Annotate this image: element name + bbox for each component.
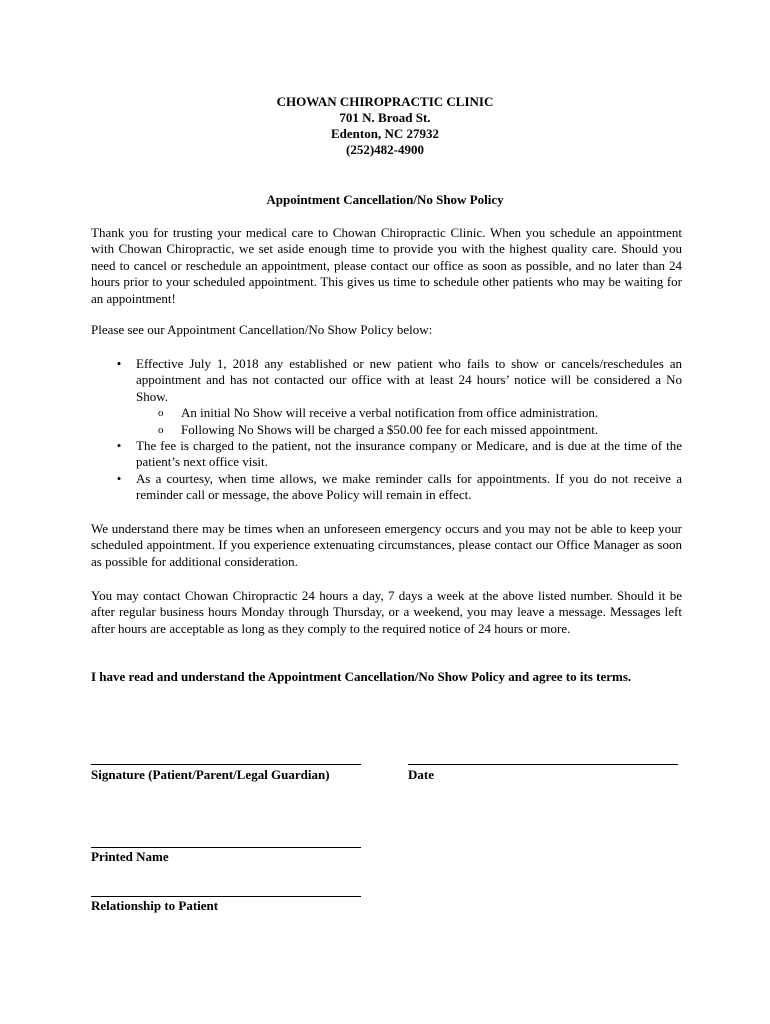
bullet-text: As a courtesy, when time allows, we make reminder calls for appointments. If you do not receive a reminder call or message, the above Policy will remain in effect. bbox=[136, 470, 682, 503]
clinic-phone: (252)482-4900 bbox=[346, 142, 424, 157]
relationship-label: Relationship to Patient bbox=[91, 898, 219, 913]
bullet-marker: • bbox=[116, 356, 122, 371]
bullet-marker: • bbox=[116, 438, 122, 454]
printed-name-line[interactable] bbox=[91, 847, 361, 848]
clinic-city: Edenton, NC 27932 bbox=[331, 126, 439, 141]
date-label: Date bbox=[408, 767, 434, 782]
sub-bullet-marker: o bbox=[158, 407, 164, 420]
signature-line[interactable] bbox=[91, 764, 361, 765]
sub-bullet-item-initial bbox=[136, 405, 682, 421]
bullet-marker: • bbox=[116, 470, 122, 486]
policy-bullet-list bbox=[91, 356, 682, 504]
bullet-text: Effective July 1, 2018 any established or new patient who fails to show or cancels/reschedules an appointment and has not contacted our office with at least 24 hours’ notice will be considered a No Show. bbox=[136, 356, 682, 404]
sub-bullet-list bbox=[136, 405, 682, 438]
bullet-item-no-show bbox=[91, 356, 682, 438]
sub-bullet-item-following bbox=[136, 422, 682, 438]
relationship-line[interactable] bbox=[91, 896, 361, 897]
date-line[interactable] bbox=[408, 764, 678, 765]
printed-name-label: Printed Name bbox=[91, 849, 169, 864]
intro-paragraph: Thank you for trusting your medical care to Chowan Chiropractic Clinic. When you schedule an appointment with Chowan Chiropractic, we set aside enough time to provide you with the highest quality care. Should you need to cancel or reschedule an appointment, please contact our office as soon as possible, and no later than 24 hours prior to your scheduled appointment. This gives us time to schedule other patients who may be waiting for an appointment! bbox=[91, 225, 682, 306]
see-policy-paragraph: Please see our Appointment Cancellation/No Show Policy below: bbox=[91, 322, 433, 337]
bullet-text: The fee is charged to the patient, not the insurance company or Medicare, and is due at the time of the patient’s next office visit. bbox=[136, 438, 682, 470]
contact-paragraph: You may contact Chowan Chiropractic 24 hours a day, 7 days a week at the above listed number. Should it be after regular business hours Monday through Thursday, or a weekend, you may leave a message. Messages left after hours are acceptable as long as they comply to the required notice of 24 hours or more. bbox=[91, 588, 682, 636]
clinic-header bbox=[0, 94, 770, 158]
sub-bullet-marker: o bbox=[158, 423, 164, 436]
policy-title: Appointment Cancellation/No Show Policy bbox=[266, 192, 504, 207]
bullet-item-reminder bbox=[91, 471, 682, 504]
sub-bullet-text: An initial No Show will receive a verbal notification from office administration. bbox=[181, 405, 599, 421]
clinic-street: 701 N. Broad St. bbox=[339, 110, 431, 125]
signature-label: Signature (Patient/Parent/Legal Guardian) bbox=[91, 767, 330, 782]
emergency-paragraph: We understand there may be times when an unforeseen emergency occurs and you may not be able to keep your scheduled appointment. If you experience extenuating circumstances, please contact our Office Manager as soon as possible for additional consideration. bbox=[91, 521, 682, 569]
sub-bullet-text: Following No Shows will be charged a $50.00 fee for each missed appointment. bbox=[181, 421, 599, 437]
clinic-name: CHOWAN CHIROPRACTIC CLINIC bbox=[276, 94, 494, 109]
bullet-item-fee bbox=[91, 438, 682, 471]
agreement-statement: I have read and understand the Appointment Cancellation/No Show Policy and agree to its terms. bbox=[91, 669, 632, 684]
